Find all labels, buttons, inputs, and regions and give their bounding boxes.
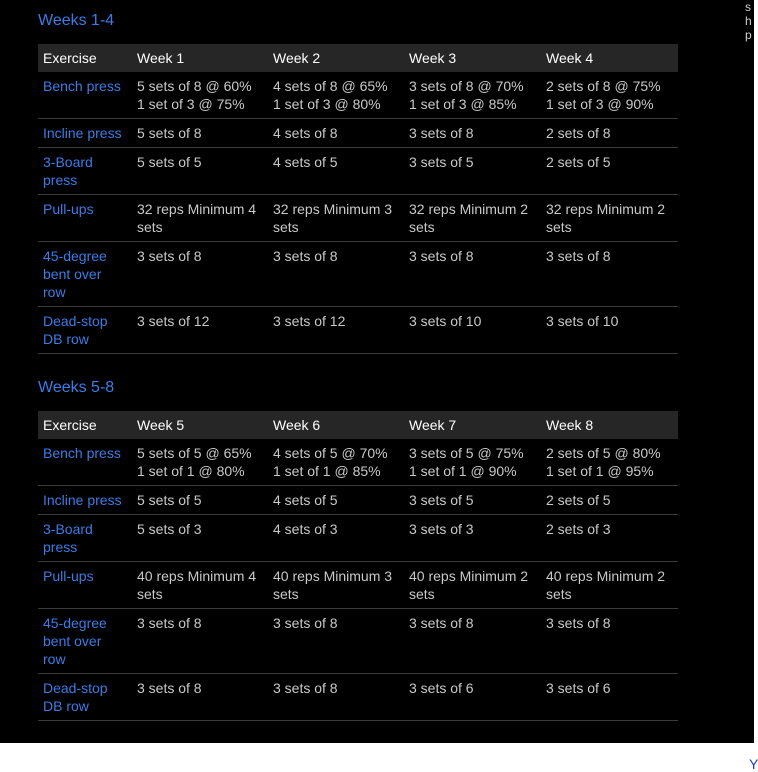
week-cell bbox=[541, 195, 678, 242]
cell-line: 3 sets of 3 bbox=[409, 521, 474, 537]
cell-line: 3 sets of 8 bbox=[409, 615, 474, 631]
cell-line: 2 sets of 5 bbox=[546, 492, 611, 508]
table-body bbox=[38, 439, 678, 721]
header-week: Week 3 bbox=[404, 44, 541, 72]
week-cell bbox=[132, 439, 268, 486]
header-week: Week 1 bbox=[132, 44, 268, 72]
header-exercise: Exercise bbox=[38, 411, 132, 439]
cell-line: 3 sets of 8 bbox=[137, 680, 202, 696]
exercise-link[interactable]: Dead-stop DB row bbox=[38, 307, 132, 354]
week-cell bbox=[541, 486, 678, 515]
cell-line: 3 sets of 8 bbox=[409, 248, 474, 264]
week-cell bbox=[268, 242, 404, 307]
section-title: Weeks 1-4 bbox=[38, 12, 115, 29]
cell-line: 3 sets of 8 bbox=[273, 615, 338, 631]
cell-line: 3 sets of 5 bbox=[409, 154, 474, 170]
cell-line: 1 set of 1 @ 85% bbox=[273, 463, 381, 479]
week-cell bbox=[541, 609, 678, 674]
week-cell bbox=[404, 195, 541, 242]
cell-line: 4 sets of 5 @ 70% bbox=[273, 445, 388, 461]
week-cell bbox=[132, 562, 268, 609]
cell-line: 3 sets of 8 bbox=[409, 125, 474, 141]
cell-line: 2 sets of 8 @ 75% bbox=[546, 78, 661, 94]
table-row bbox=[38, 119, 678, 148]
table-row bbox=[38, 674, 678, 721]
header-exercise: Exercise bbox=[38, 44, 132, 72]
week-cell bbox=[541, 307, 678, 354]
cell-line: 5 sets of 8 bbox=[137, 125, 202, 141]
week-cell bbox=[132, 148, 268, 195]
cell-line: 4 sets of 3 bbox=[273, 521, 338, 537]
right-margin-text bbox=[745, 0, 754, 42]
week-cell bbox=[268, 486, 404, 515]
week-cell bbox=[404, 562, 541, 609]
cell-line: 3 sets of 6 bbox=[546, 680, 611, 696]
week-cell bbox=[404, 72, 541, 119]
week-cell bbox=[404, 486, 541, 515]
week-cell bbox=[541, 562, 678, 609]
cell-line: 32 reps Minimum 4 sets bbox=[137, 201, 257, 235]
exercise-link[interactable]: Incline press bbox=[38, 119, 132, 148]
week-cell bbox=[404, 515, 541, 562]
exercise-link[interactable]: 45-degree bent over row bbox=[38, 242, 132, 307]
header-week: Week 7 bbox=[404, 411, 541, 439]
cell-line: 5 sets of 5 bbox=[137, 492, 202, 508]
cell-line: 5 sets of 5 bbox=[137, 154, 202, 170]
week-cell bbox=[132, 72, 268, 119]
week-cell bbox=[541, 515, 678, 562]
week-cell bbox=[404, 148, 541, 195]
cell-line: 3 sets of 5 @ 75% bbox=[409, 445, 524, 461]
week-cell bbox=[268, 195, 404, 242]
header-row bbox=[38, 44, 678, 72]
week-cell bbox=[132, 609, 268, 674]
cell-line: 3 sets of 8 bbox=[546, 615, 611, 631]
cell-line: 5 sets of 5 @ 65% bbox=[137, 445, 252, 461]
cell-line: 3 sets of 10 bbox=[546, 313, 619, 329]
table-row bbox=[38, 486, 678, 515]
week-cell bbox=[541, 242, 678, 307]
section-title: Weeks 5-8 bbox=[38, 379, 115, 396]
header-week: Week 8 bbox=[541, 411, 678, 439]
table-row bbox=[38, 609, 678, 674]
exercise-link[interactable]: 45-degree bent over row bbox=[38, 609, 132, 674]
cell-line: 1 set of 1 @ 95% bbox=[546, 463, 654, 479]
exercise-link[interactable]: 3-Board press bbox=[38, 148, 132, 195]
cell-line: 4 sets of 8 @ 65% bbox=[273, 78, 388, 94]
cell-line: 40 reps Minimum 2 sets bbox=[409, 568, 529, 602]
exercise-link[interactable]: Bench press bbox=[38, 72, 132, 119]
table-row bbox=[38, 562, 678, 609]
cell-line: 1 set of 3 @ 80% bbox=[273, 96, 381, 112]
week-cell bbox=[268, 72, 404, 119]
week-cell bbox=[268, 148, 404, 195]
week-cell bbox=[268, 439, 404, 486]
cell-line: 32 reps Minimum 2 sets bbox=[409, 201, 529, 235]
section-weeks-1-4 bbox=[38, 9, 678, 354]
cell-line: 4 sets of 5 bbox=[273, 154, 338, 170]
corner-glyph: Y bbox=[749, 756, 758, 772]
table-row bbox=[38, 195, 678, 242]
cell-line: 3 sets of 12 bbox=[137, 313, 210, 329]
week-cell bbox=[541, 119, 678, 148]
week-cell bbox=[268, 609, 404, 674]
exercise-link[interactable]: Bench press bbox=[38, 439, 132, 486]
cell-line: 3 sets of 5 bbox=[409, 492, 474, 508]
week-cell bbox=[404, 242, 541, 307]
header-week: Week 4 bbox=[541, 44, 678, 72]
week-cell bbox=[132, 119, 268, 148]
cell-line: 3 sets of 10 bbox=[409, 313, 482, 329]
week-cell bbox=[268, 515, 404, 562]
week-cell bbox=[268, 307, 404, 354]
week-cell bbox=[404, 439, 541, 486]
workout-table bbox=[38, 411, 678, 721]
week-cell bbox=[268, 119, 404, 148]
cell-line: 4 sets of 5 bbox=[273, 492, 338, 508]
week-cell bbox=[268, 674, 404, 721]
table-body bbox=[38, 72, 678, 354]
exercise-link[interactable]: Pull-ups bbox=[38, 195, 132, 242]
cell-line: 2 sets of 3 bbox=[546, 521, 611, 537]
week-cell bbox=[132, 515, 268, 562]
cell-line: 2 sets of 5 bbox=[546, 154, 611, 170]
week-cell bbox=[404, 307, 541, 354]
cell-line: 3 sets of 6 bbox=[409, 680, 474, 696]
cell-line: 5 sets of 8 @ 60% bbox=[137, 78, 252, 94]
cell-line: 1 set of 3 @ 85% bbox=[409, 96, 517, 112]
week-cell bbox=[132, 674, 268, 721]
cell-line: 3 sets of 8 bbox=[546, 248, 611, 264]
margin-char: p bbox=[745, 28, 752, 42]
header-week: Week 2 bbox=[268, 44, 404, 72]
table-row bbox=[38, 515, 678, 562]
cell-line: 3 sets of 8 bbox=[273, 680, 338, 696]
cell-line: 3 sets of 8 bbox=[273, 248, 338, 264]
week-cell bbox=[132, 307, 268, 354]
cell-line: 40 reps Minimum 3 sets bbox=[273, 568, 393, 602]
week-cell bbox=[404, 119, 541, 148]
week-cell bbox=[404, 609, 541, 674]
cell-line: 3 sets of 8 @ 70% bbox=[409, 78, 524, 94]
margin-char: h bbox=[745, 14, 752, 28]
cell-line: 2 sets of 5 @ 80% bbox=[546, 445, 661, 461]
week-cell bbox=[404, 674, 541, 721]
cell-line: 40 reps Minimum 4 sets bbox=[137, 568, 257, 602]
section-weeks-5-8 bbox=[38, 376, 678, 721]
exercise-link[interactable]: Incline press bbox=[38, 486, 132, 515]
header-row bbox=[38, 411, 678, 439]
header-week: Week 6 bbox=[268, 411, 404, 439]
week-cell bbox=[541, 72, 678, 119]
workout-table bbox=[38, 44, 678, 354]
week-cell bbox=[132, 195, 268, 242]
week-cell bbox=[541, 439, 678, 486]
cell-line: 3 sets of 8 bbox=[137, 615, 202, 631]
table-row bbox=[38, 242, 678, 307]
cell-line: 32 reps Minimum 3 sets bbox=[273, 201, 393, 235]
cell-line: 1 set of 1 @ 90% bbox=[409, 463, 517, 479]
table-row bbox=[38, 148, 678, 195]
week-cell bbox=[132, 486, 268, 515]
margin-char: s bbox=[745, 0, 751, 14]
week-cell bbox=[541, 148, 678, 195]
cell-line: 2 sets of 8 bbox=[546, 125, 611, 141]
cell-line: 3 sets of 12 bbox=[273, 313, 346, 329]
cell-line: 1 set of 3 @ 90% bbox=[546, 96, 654, 112]
week-cell bbox=[541, 674, 678, 721]
cell-line: 1 set of 3 @ 75% bbox=[137, 96, 245, 112]
table-header bbox=[38, 44, 678, 72]
table-row bbox=[38, 307, 678, 354]
table-row bbox=[38, 439, 678, 486]
week-cell bbox=[132, 242, 268, 307]
cell-line: 4 sets of 8 bbox=[273, 125, 338, 141]
exercise-link[interactable]: Pull-ups bbox=[38, 562, 132, 609]
cell-line: 40 reps Minimum 2 sets bbox=[546, 568, 666, 602]
exercise-link[interactable]: 3-Board press bbox=[38, 515, 132, 562]
cell-line: 32 reps Minimum 2 sets bbox=[546, 201, 666, 235]
exercise-link[interactable]: Dead-stop DB row bbox=[38, 674, 132, 721]
table-row bbox=[38, 72, 678, 119]
cell-line: 5 sets of 3 bbox=[137, 521, 202, 537]
header-week: Week 5 bbox=[132, 411, 268, 439]
cell-line: 1 set of 1 @ 80% bbox=[137, 463, 245, 479]
table-header bbox=[38, 411, 678, 439]
cell-line: 3 sets of 8 bbox=[137, 248, 202, 264]
week-cell bbox=[268, 562, 404, 609]
